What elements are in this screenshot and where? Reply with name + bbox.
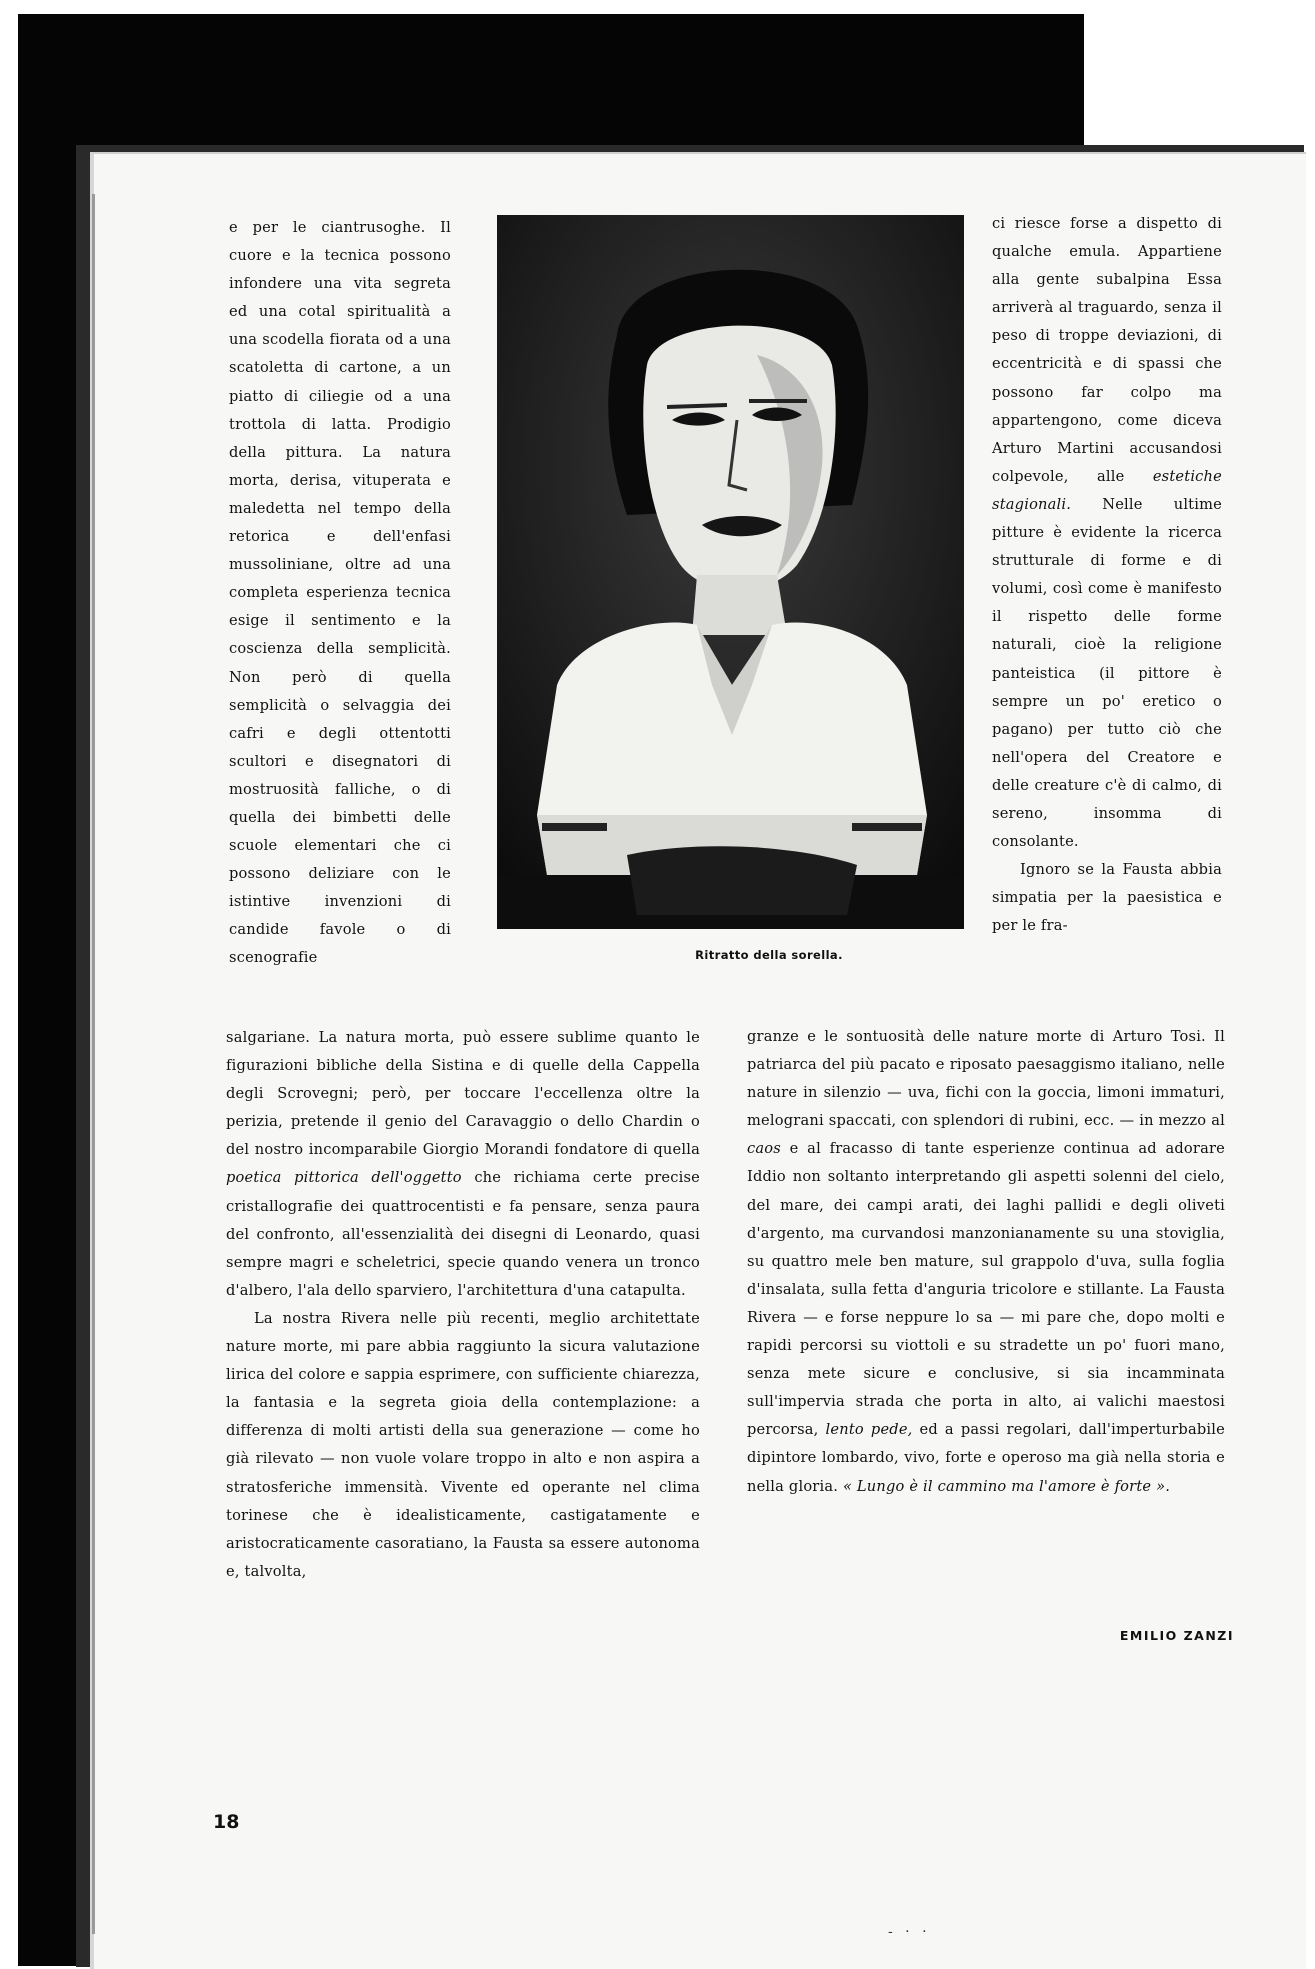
paragraph: e per le ciantrusoghe. Il cuore e la tecnica possono infondere una vita segreta ed una cotal spiritualità a una scodella fiorata od a una scatoletta di cartone, a un piatto di ciliegie od a una trottola di latta. Prodigio della pittura. La natura morta, derisa, vituperata e maledetta nel tempo della retorica e dell'enfasi mussoliniane, oltre ad una completa esperienza tecnica esige il sentimento e la coscienza della semplicità. Non però di quella semplicità o selvaggia dei cafri e degli ottentotti scultori e disegnatori di mostruosità falliche, o di quella dei bimbetti delle scuole elementari che ci possono deliziare con le istintive invenzioni di candide favole o di scenografie xyxy=(229,219,451,967)
text-column-right-lower xyxy=(747,1023,1225,1501)
image-caption: Ritratto della sorella. xyxy=(695,948,843,962)
closing-quote: « Lungo è il cammino ma l'amore è forte ». xyxy=(842,1477,1171,1495)
paragraph: Ignoro se la Fausta abbia simpatia per la paesistica e per le fra- xyxy=(992,861,1222,935)
page-number: 18 xyxy=(213,1811,240,1833)
paragraph xyxy=(226,1024,700,1305)
scan-mark: - · · xyxy=(888,1924,931,1940)
paragraph xyxy=(747,1023,1225,1501)
magazine-page xyxy=(90,152,1306,1969)
paragraph-text: ed a passi regolari, dall'imperturbabile dipintore lombardo, vivo, forte e operoso ma già nella storia e nella gloria. xyxy=(747,1421,1225,1495)
author-signature: EMILIO ZANZI xyxy=(1119,1628,1234,1643)
text-column-left-lower xyxy=(226,1024,700,1586)
paragraph-text: e al fracasso di tante esperienze continua ad adorare Iddio non soltanto interpretando gli aspetti solenni del cielo, del mare, dei campi arati, dei laghi pallidi e degli oliveti d'argento, ma curvandosi manzonianamente su una stoviglia, su quattro mele ben mature, sul grappolo d'uva, sulla foglia d'insalata, sulla fetta d'anguria tricolore e stillante. La Fausta Rivera — e forse neppure lo sa — mi pare che, dopo molti e rapidi percorsi su viottoli e su stradette un po' fuori mano, senza mete sicure e conclusive, si sia incamminata sull'impervia strada che porta in alto, ai valichi maestosi percorsa, xyxy=(747,1140,1225,1439)
scan-dark-border-left xyxy=(18,14,76,1966)
italic-phrase: poetica pittorica dell'oggetto xyxy=(226,1169,462,1187)
portrait-painting xyxy=(497,215,964,929)
paragraph: La nostra Rivera nelle più recenti, meglio architettate nature morte, mi pare abbia raggiunto la sicura valutazione lirica del colore e sappia esprimere, con sufficiente chiarezza, la fantasia e la segreta gioia della contemplazione: a differenza di molti artisti della sua generazione — come ho già rilevato — non vuole volare troppo in alto e non aspira a stratosferiche immensità. Vivente ed operante nel clima torinese che è idealisticamente, castigatamente e aristocraticamente casoratiano, la Fausta sa essere autonoma e, talvolta, xyxy=(226,1309,700,1580)
italic-phrase: estetiche stagionali. xyxy=(992,467,1222,513)
text-column-right-upper xyxy=(992,210,1222,940)
paragraph-text: granze e le sontuosità delle nature morte di Arturo Tosi. Il patriarca del più pacato e riposato paesaggismo italiano, nelle nature in silenzio — uva, fichi con la goccia, limoni immaturi, melograni spaccati, con splendori di rubini, ecc. — in mezzo al xyxy=(747,1028,1225,1130)
italic-phrase: lento pede, xyxy=(825,1421,913,1439)
portrait-image xyxy=(497,215,964,929)
paragraph-text: che richiama certe precise cristallografie dei quattrocentisti e fa pensare, senza paura del confronto, all'essenzialità dei disegni di Leonardo, quasi sempre magri e scheletrici, specie quando venera un tronco d'albero, l'ala dello sparviero, l'architettura d'una catapulta. xyxy=(226,1169,700,1299)
paragraph-text: Nelle ultime pitture è evidente la ricerca strutturale di forme e di volumi, così come è manifesto il rispetto delle forme naturali, cioè la religione panteistica (il pittore è sempre un po' eretico o pagano) per tutto ciò che nell'opera del Creatore e delle creature c'è di calmo, di sereno, insomma di consolante. xyxy=(992,495,1222,851)
paragraph xyxy=(992,210,1222,856)
italic-phrase: caos xyxy=(747,1140,781,1158)
page-fold-line xyxy=(92,194,95,1934)
paragraph-text: salgariane. La natura morta, può essere sublime quanto le figurazioni bibliche della Sistina e di quelle della Cappella degli Scrovegni; però, per toccare l'eccellenza oltre la perizia, pretende il genio del Caravaggio o dello Chardin o del nostro incomparabile Giorgio Morandi fondatore di quella xyxy=(226,1029,700,1159)
text-column-left-upper xyxy=(229,214,451,973)
paragraph-text: ci riesce forse a dispetto di qualche emula. Appartiene alla gente subalpina Essa arriverà al traguardo, senza il peso di troppe deviazioni, di eccentricità e di spassi che possono far colpo ma appartengono, come diceva Arturo Martini accusandosi colpevole, alle xyxy=(992,215,1222,485)
